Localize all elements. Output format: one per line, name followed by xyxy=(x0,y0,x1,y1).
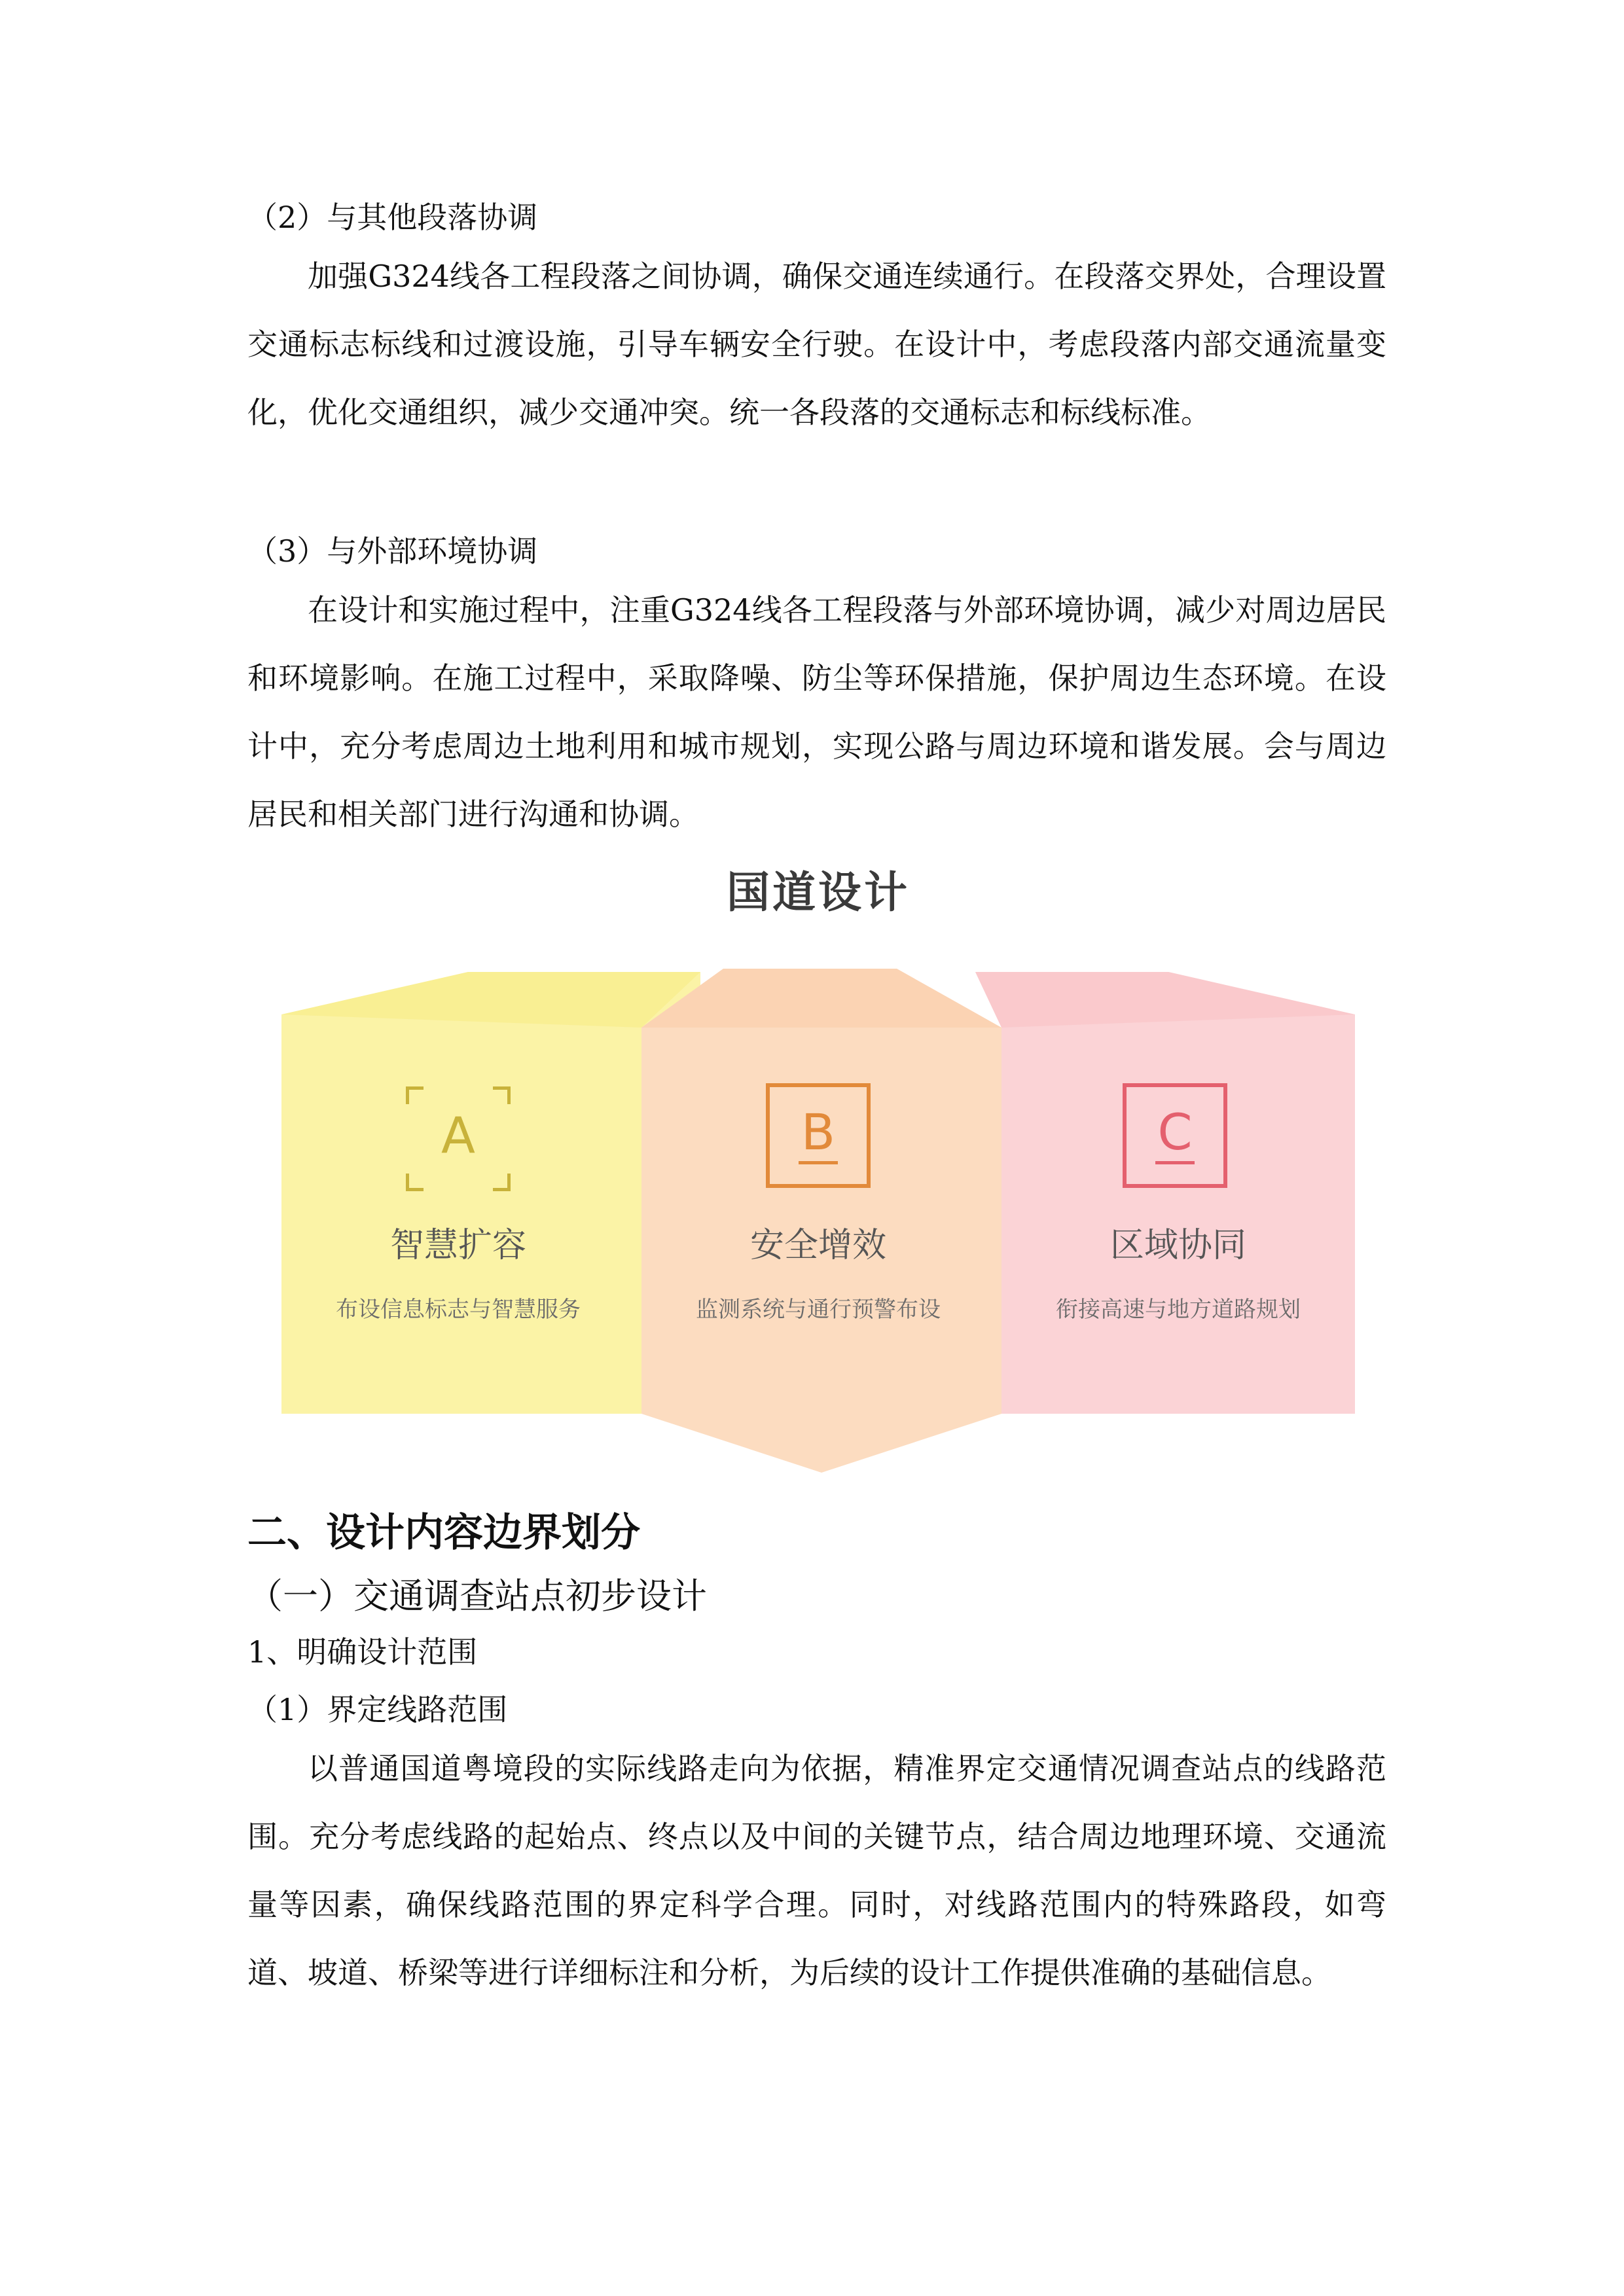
badge-a-corner-bl xyxy=(406,1174,424,1191)
card-c-title: 区域协同 xyxy=(1110,1226,1246,1265)
card-b-text xyxy=(661,1223,975,1326)
card-c-shape xyxy=(975,972,1355,1414)
card-c-text xyxy=(1021,1223,1335,1326)
section-2-heading: （2）与其他段落协调 xyxy=(247,200,538,235)
badge-a-corner-tl xyxy=(406,1086,424,1104)
card-a-shape xyxy=(281,972,700,1414)
badge-a xyxy=(406,1086,511,1191)
card-a-title: 智慧扩容 xyxy=(389,1226,526,1265)
badge-a-corner-br xyxy=(493,1174,511,1191)
card-b-title: 安全增效 xyxy=(749,1226,886,1265)
sub-section-heading: （一）交通调查站点初步设计 xyxy=(247,1575,707,1617)
chapter-2 xyxy=(247,1507,1386,2007)
national-road-design-figure xyxy=(268,844,1368,1473)
badge-c xyxy=(1123,1083,1227,1188)
badge-b-underline xyxy=(799,1161,838,1164)
card-b-shape xyxy=(641,969,1001,1473)
card-b-description: 监测系统与通行预警布设 xyxy=(696,1297,941,1323)
badge-c-underline xyxy=(1155,1161,1195,1164)
item-heading: 1、明确设计范围 xyxy=(247,1634,478,1670)
badge-a-corner-tr xyxy=(493,1086,511,1104)
item-sub-heading: （1）界定线路范围 xyxy=(247,1692,508,1727)
section-2 xyxy=(247,198,1386,446)
badge-b-letter: B xyxy=(801,1103,836,1161)
chapter-heading: 二、设计内容边界划分 xyxy=(247,1510,640,1556)
section-3-paragraph: 在设计和实施过程中，注重G324线各工程段落与外部环境协调，减少对周边居民和环境影响。在施工过程中，采取降噪、防尘等环保措施，保护周边生态环境。在设计中，充分考虑周边土地利用和城市规划，实现公路与周边环境和谐发展。会与周边居民和相关部门进行沟通和协调。 xyxy=(247,592,1386,832)
badge-a-letter: A xyxy=(441,1106,475,1164)
figure-title: 国道设计 xyxy=(727,867,910,918)
section-2-paragraph: 加强G324线各工程段落之间协调，确保交通连续通行。在段落交界处，合理设置交通标志标线和过渡设施，引导车辆安全行驶。在设计中，考虑段落内部交通流量变化，优化交通组织，减少交通冲突。统一各段落的交通标志和标线标准。 xyxy=(247,259,1386,430)
section-3 xyxy=(247,531,1386,848)
section-3-heading: （3）与外部环境协调 xyxy=(247,533,538,569)
badge-c-letter: C xyxy=(1157,1103,1193,1161)
card-a-description: 布设信息标志与智慧服务 xyxy=(336,1297,581,1323)
badge-b xyxy=(766,1083,871,1188)
card-a-text xyxy=(301,1223,615,1326)
item-paragraph: 以普通国道粤境段的实际线路走向为依据，精准界定交通情况调查站点的线路范围。充分考虑线路的起始点、终点以及中间的关键节点，结合周边地理环境、交通流量等因素，确保线路范围的界定科学合理。同时，对线路范围内的特殊路段，如弯道、坡道、桥梁等进行详细标注和分析，为后续的设计工作提供准确的基础信息。 xyxy=(247,1751,1386,1990)
card-c-description: 衔接高速与地方道路规划 xyxy=(1056,1297,1301,1323)
